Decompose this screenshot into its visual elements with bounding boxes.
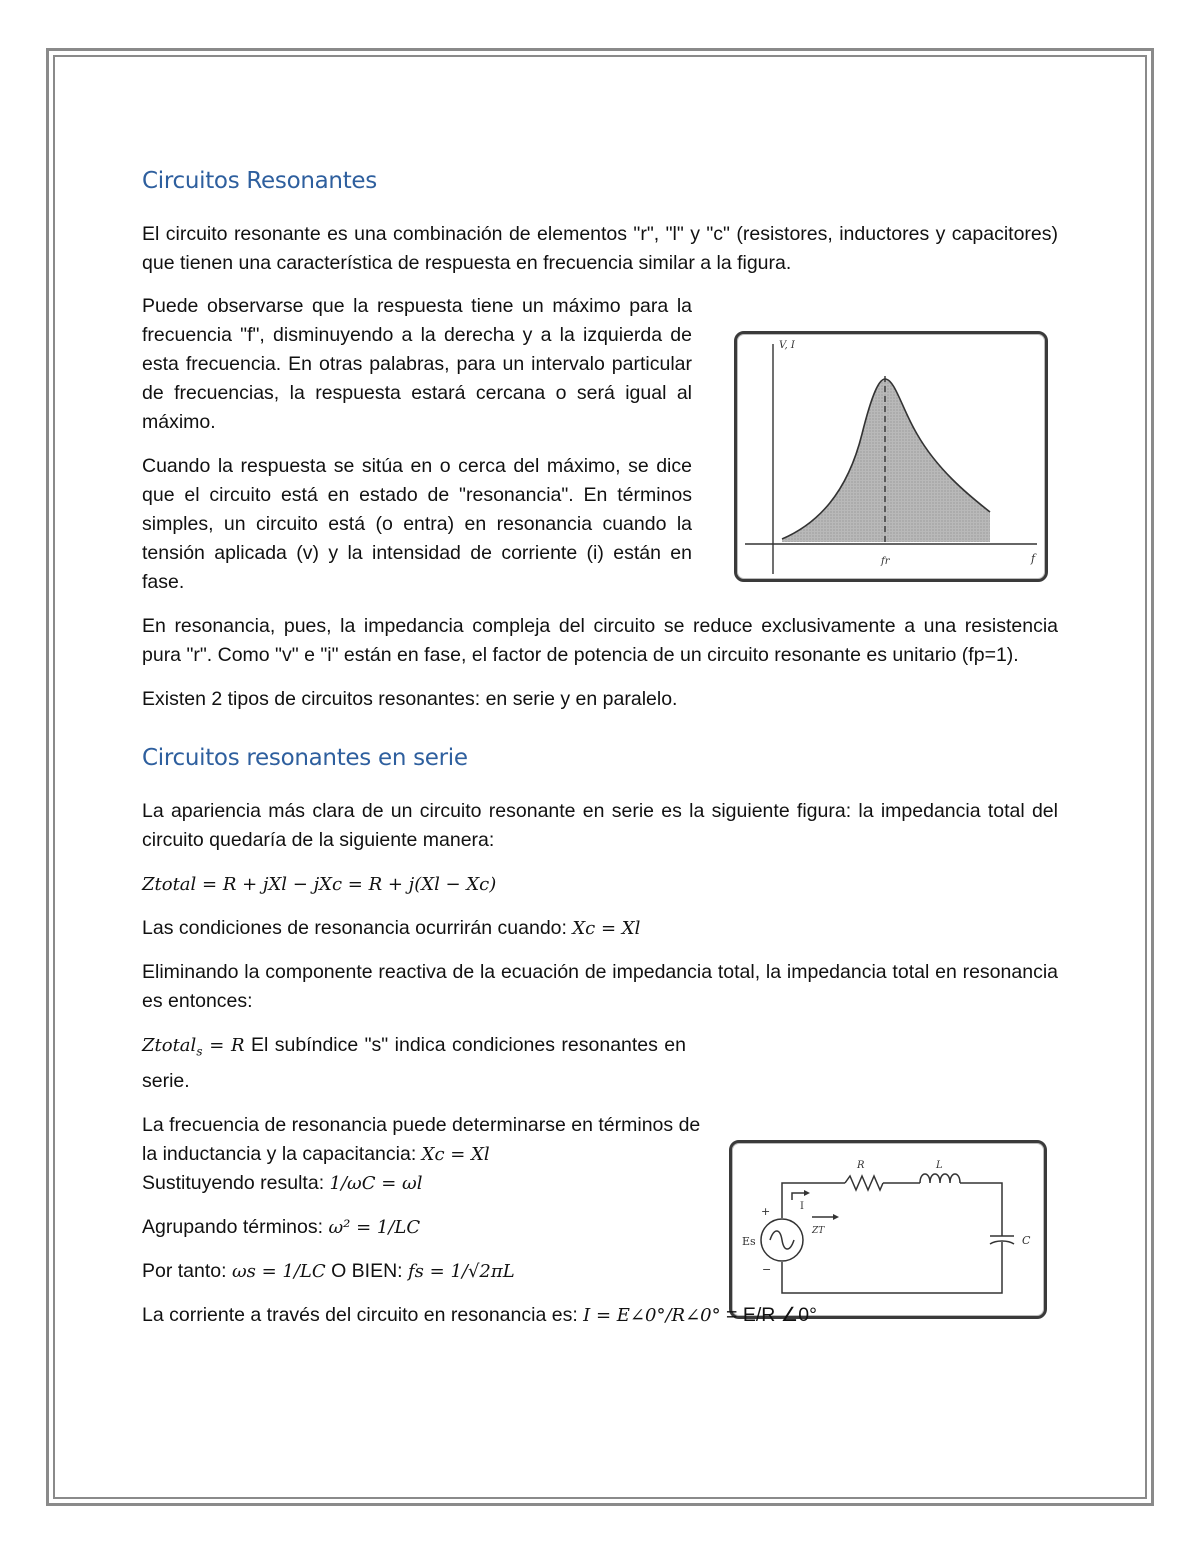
resistor-label: R [857,1160,865,1171]
series-paragraph-1: La apariencia más clara de un circuito resonante en serie es la siguiente figura: la impedancia total del circuito quedaría de la siguiente manera: [142,800,1058,851]
or-text: O BIEN: [325,1259,409,1282]
capacitor-label: C [1022,1234,1031,1247]
resonance-condition-text: Las condiciones de resonancia ocurrirán cuando: [142,917,573,939]
series-equation-total-impedance [142,870,1058,899]
series-paragraph-7 [142,1257,1058,1286]
source-label: Es [742,1235,756,1248]
intro-paragraph-4: En resonancia, pues, la impedancia compleja del circuito se reduce exclusivamente a una resistencia pura "r". Como "v" e "i" están en fase, el factor de potencia de un circuito resonante es unitario (fp=1). [142,615,1058,666]
series-paragraph-5 [142,1111,702,1198]
section-title-resonant-circuits: Circuitos Resonantes [142,168,377,194]
current-math: I = E∠0°/R∠0° [583,1304,721,1326]
resonant-frequency-math: Xc = Xl [421,1143,490,1165]
impedance-label: ZT [812,1226,825,1236]
resonant-frequency-text: La frecuencia de resonancia puede determinarse en términos de la inductancia y la capacitancia: [142,1113,701,1165]
series-paragraph-8 [142,1301,1058,1330]
ztotal-subscript: s [196,1044,203,1059]
grouping-math: ω² = 1/LC [328,1216,421,1238]
ztotal-rest: = R [202,1035,245,1056]
intro-paragraph-5: Existen 2 tipos de circuitos resonantes: en serie y en paralelo. [142,688,678,710]
section-title-series-resonant: Circuitos resonantes en serie [142,745,468,771]
document-body [142,168,1058,1330]
source-plus-label: + [761,1205,771,1218]
ztotal-base: Ztotal [142,1035,197,1056]
intro-paragraph-2: Puede observarse que la respuesta tiene un máximo para la frecuencia "f", disminuyendo a la derecha y a la izquierda de esta frecuencia. En otras palabras, para un intervalo particular de frecuencias, la respuesta estará cercana o será igual al máximo. [142,295,692,433]
subscript-explanation: El subíndice "s" indica condiciones resonantes en serie. [142,1034,686,1092]
series-paragraph-6 [142,1213,1058,1242]
current-label: I [800,1201,804,1212]
ztotal-s-math [142,1035,245,1059]
substitution-math: 1/ωC = ωl [329,1172,423,1194]
therefore-text: Por tanto: [142,1259,232,1282]
intro-paragraph-3: Cuando la respuesta se sitúa en o cerca del máximo, se dice que el circuito está en estado de "resonancia". En términos simples, un circuito está (o entra) en resonancia cuando la tensión aplicada (v) y la intensidad de corriente (i) están en fase. [142,455,692,593]
series-paragraph-4 [142,1031,686,1096]
fs-math: fs = 1/√2πL [408,1260,515,1282]
x-axis-label: f [1031,552,1036,565]
grouping-text: Agrupando términos: [142,1215,329,1238]
series-paragraph-3: Eliminando la componente reactiva de la ecuación de impedancia total, la impedancia total en resonancia es entonces: [142,961,1058,1012]
substitution-text: Sustituyendo resulta: [142,1171,330,1194]
current-tail: = E/R ∠0° [720,1303,817,1326]
source-minus-label: − [762,1263,772,1276]
current-text: La corriente a través del circuito en resonancia es: [142,1303,584,1326]
omega-s-math: ωs = 1/LC [231,1260,326,1282]
peak-frequency-label: fr [881,556,890,567]
resonance-condition-math: Xc = Xl [572,918,641,939]
intro-paragraph-1: El circuito resonante es una combinación de elementos "r", "l" y "c" (resistores, inductores y capacitores) que tienen una característica de respuesta en frecuencia similar a la figura. [142,223,1058,274]
inductor-label: L [936,1160,943,1171]
y-axis-label: V, I [779,340,795,351]
series-paragraph-2 [142,914,1058,943]
total-impedance-equation: Ztotal = R + jXl − jXc = R + j(Xl − Xc) [142,874,497,895]
